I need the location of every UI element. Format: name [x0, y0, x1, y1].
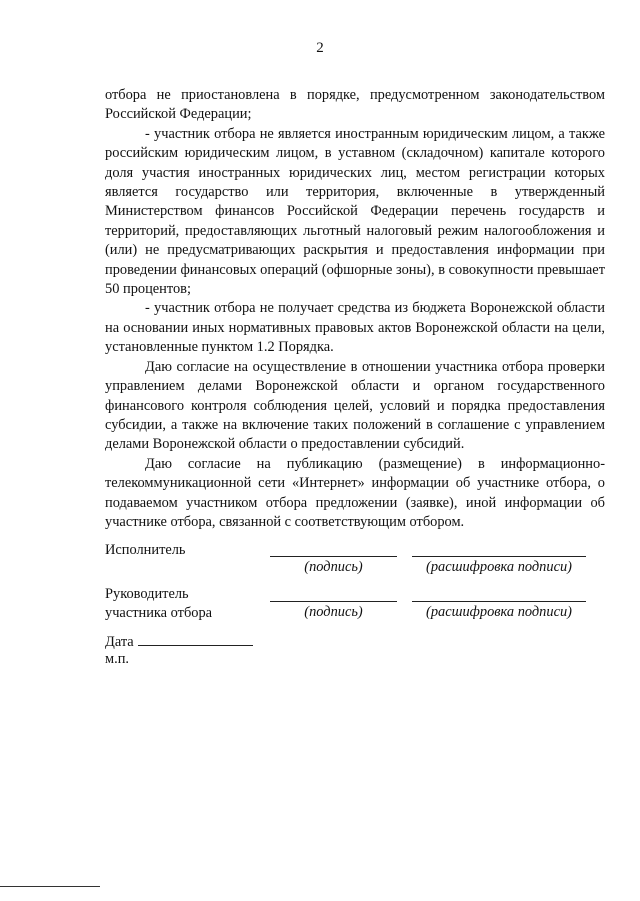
head-signature-line [270, 601, 397, 602]
executor-decoding-caption: (расшифровка подписи) [426, 559, 572, 575]
date-label: Дата [105, 634, 134, 650]
date-line [138, 631, 253, 646]
head-label-line2: участника отбора [105, 605, 213, 621]
document-body [105, 86, 605, 532]
stamp-label: м.п. [105, 651, 130, 667]
head-decoding-line [412, 601, 586, 602]
executor-signature-line [270, 556, 397, 557]
date-row [105, 631, 253, 652]
paragraph-consent-publication: Даю согласие на публикацию (размещение) в информационно-телекоммуникационной сети «Интернет» информации об участнике отбора, о подаваемом участником отбора предложении (заявке), иной информации об участнике отбора, связанной с соответствующим отбором. [105, 455, 605, 530]
paragraph-budget-funds: - участник отбора не получает средства из бюджета Воронежской области на основании иных нормативных правовых актов Воронежской области на цели, установленные пунктом 1.2 Порядка. [105, 300, 605, 356]
head-label-line1: Руководитель [105, 586, 189, 602]
paragraph-foreign-entity: - участник отбора не является иностранным юридическим лицом, а также российским юридическим лицом, в уставном (складочном) капитале которого доля участия иностранных юридических лиц, местом регистрации которых является государство или территория, включенные в утвержденный Министерством финансов Российской Федерации перечень государств и территорий, предоставляющих льготный налоговый режим налогообложения и (или) не предусматривающих раскрытия и предоставления информации при проведении финансовых операций (офшорные зоны), в совокупности превышает 50 процентов; [105, 125, 605, 298]
head-signature-caption: (подпись) [304, 604, 363, 620]
head-decoding-caption: (расшифровка подписи) [426, 604, 572, 620]
executor-decoding-line [412, 556, 586, 557]
footer-separator [0, 886, 100, 887]
executor-signature-caption: (подпись) [304, 559, 363, 575]
paragraph-consent-inspection: Даю согласие на осуществление в отношении участника отбора проверки управлением делами Воронежской области и органом государственного финансового контроля соблюдения целей, условий и порядка предоставления субсидии, а также на включение таких положений в соглашение с управлением делами Воронежской области о предоставлении субсидий. [105, 358, 605, 453]
page-number: 2 [316, 40, 324, 56]
paragraph-continuation: отбора не приостановлена в порядке, предусмотренном законодательством Российской Федерации; [105, 87, 605, 123]
executor-label: Исполнитель [105, 542, 186, 558]
